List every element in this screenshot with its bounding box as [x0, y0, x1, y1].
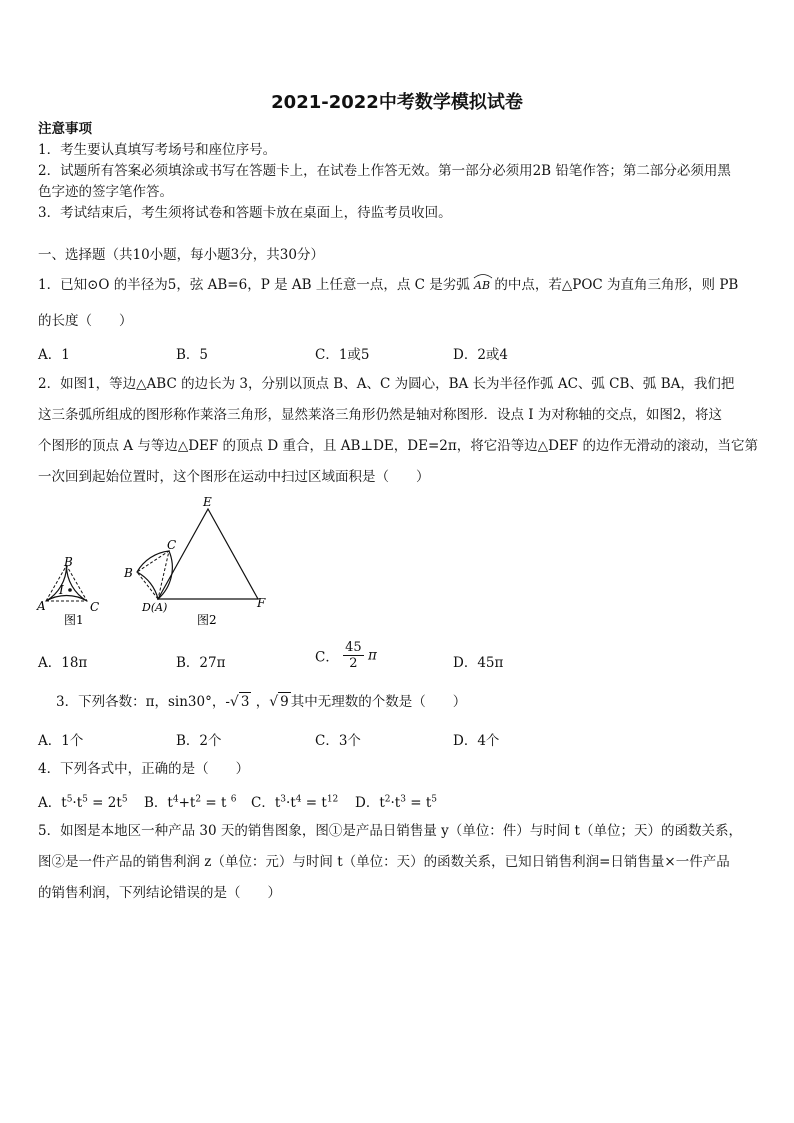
fig2-label-e: E [203, 495, 212, 509]
fig2-label-da: D(A) [142, 601, 168, 614]
center-point [68, 588, 72, 592]
fig2-label-b: B [124, 566, 133, 580]
q1-text-b: 的中点，若△POC 为直角三角形，则 PB [494, 277, 739, 293]
base: t [274, 795, 281, 811]
rhs: = 2t [87, 795, 122, 811]
q1-option-c[interactable]: C．1或5 [315, 347, 370, 363]
base: t [76, 795, 83, 811]
rhs: = t [301, 795, 327, 811]
option-label: C． [251, 795, 275, 811]
q2-option-a[interactable]: A．18π [38, 655, 88, 671]
q2-option-d[interactable]: D．45π [453, 655, 504, 671]
q2-figures [30, 495, 275, 635]
q2-option-c[interactable] [315, 640, 377, 671]
q3-mid: ， [255, 694, 270, 710]
option-label: D． [355, 795, 380, 811]
base: t [189, 795, 196, 811]
equilateral-triangle-def [158, 509, 258, 599]
question-3 [56, 692, 466, 711]
fig1-label-c: C [90, 600, 100, 614]
exponent: 2 [195, 794, 202, 805]
fraction-numerator: 45 [345, 640, 362, 655]
question-2-line-2: 这三条弧所组成的图形称作莱洛三角形，显然莱洛三角形仍然是轴对称图形．设点 I 为对称轴的交点，如图2，将这 [38, 407, 723, 423]
exponent: 5 [66, 794, 73, 805]
question-4-stem: 4．下列各式中，正确的是（ ） [38, 761, 250, 777]
sqrt-icon: √ [269, 694, 279, 710]
q3-option-a[interactable]: A．1个 [38, 733, 84, 749]
fraction-denominator: 2 [349, 656, 358, 671]
section-heading: 一、选择题（共10小题，每小题3分，共30分） [38, 247, 324, 263]
question-1-line-2: 的长度（ ） [38, 313, 133, 329]
q2-option-b[interactable]: B．27π [176, 655, 226, 671]
question-2-line-3: 个图形的顶点 A 与等边△DEF 的顶点 D 重合，且 AB⊥DE，DE=2π，将它沿等边△DEF 的边作无滑动的滚动，当它第 [38, 438, 758, 454]
q1-text-a: 1．已知⊙O 的半径为5，弦 AB=6，P 是 AB 上任意一点，点 C 是劣弧 [38, 277, 470, 293]
exponent: 2 [384, 794, 391, 805]
q2-option-c-label: C． [315, 649, 339, 666]
q1-option-a[interactable]: A．1 [38, 347, 70, 363]
question-2-line-1: 2．如图1，等边△ABC 的边长为 3，分别以顶点 B、A、C 为圆心，BA 长为半径作弧 AC、弧 CB、弧 BA，我们把 [38, 376, 735, 392]
exponent: 5 [121, 794, 128, 805]
base: t [394, 795, 401, 811]
exponent: 4 [295, 794, 302, 805]
notice-item-2-cont: 色字迹的签字笔作答。 [38, 184, 173, 200]
fig2-caption: 图2 [197, 613, 217, 627]
exponent: 4 [172, 794, 179, 805]
page-title: 2021-2022中考数学模拟试卷 [271, 92, 523, 113]
exponent: 3 [400, 794, 406, 805]
q2-option-c-pi: π [367, 647, 377, 664]
notice-item-1: 1．考生要认真填写考场号和座位序号。 [38, 142, 277, 158]
figure-1 [36, 555, 99, 627]
q3-option-d[interactable]: D．4个 [453, 733, 500, 749]
notice-item-3: 3．考试结束后，考生须将试卷和答题卡放在桌面上，待监考员收回。 [38, 205, 452, 221]
q1-option-d[interactable]: D．2或4 [453, 347, 509, 363]
q3-option-c[interactable]: C．3个 [315, 733, 361, 749]
fig1-caption: 图1 [64, 613, 84, 627]
base: t [167, 795, 173, 811]
question-1-line-1 [38, 276, 738, 295]
q1-arc-label: AB [474, 279, 491, 292]
reuleaux-triangle [46, 566, 87, 602]
q3-radicand-2: 9 [280, 694, 289, 710]
q4-option-b[interactable] [144, 791, 236, 811]
fig2-label-c: C [167, 538, 177, 552]
exponent: 3 [280, 794, 287, 805]
base: t [379, 795, 385, 811]
q3-suffix: 其中无理数的个数是（ ） [290, 694, 467, 710]
fig1-label-b: B [64, 555, 73, 569]
q4-option-a[interactable] [38, 791, 128, 811]
base: t [61, 795, 67, 811]
exponent: 5 [82, 794, 88, 805]
sqrt-icon: √ [229, 694, 239, 710]
reuleaux-triangle-rolled [137, 551, 172, 599]
operator: + [178, 795, 190, 811]
question-5-line-2: 图②是一件产品的销售利润 z（单位：元）与时间 t（单位：天）的函数关系，已知日销售利润=日销售量×一件产品 [38, 854, 730, 870]
operator: · [286, 795, 291, 811]
q1-option-b[interactable]: B．5 [176, 347, 209, 363]
q4-option-c[interactable] [251, 791, 338, 811]
figure-2 [123, 495, 266, 627]
question-2-line-4: 一次回到起始位置时，这个图形在运动中扫过区域面积是（ ） [38, 469, 430, 485]
exponent: 12 [326, 794, 339, 805]
q3-prefix: 3．下列各数：π，sin30°，- [56, 694, 230, 710]
question-5-line-1: 5．如图是本地区一种产品 30 天的销售图象，图①是产品日销售量 y（单位：件）与时间 t（单位；天）的函数关系， [38, 823, 742, 839]
rhs: = t [201, 795, 231, 811]
arc-icon [473, 273, 493, 279]
question-5-line-3: 的销售利润，下列结论错误的是（ ） [38, 885, 281, 901]
q3-option-b[interactable]: B．2个 [176, 733, 222, 749]
option-label: A． [38, 795, 62, 811]
base: t [290, 795, 296, 811]
fig2-label-f: F [257, 596, 266, 610]
q4-option-d[interactable] [355, 791, 437, 811]
notice-item-2: 2．试题所有答案必须填涂或书写在答题卡上，在试卷上作答无效。第一部分必须用2B 铅笔作答；第二部分必须用黑 [38, 163, 731, 179]
rhs: = t [405, 795, 432, 811]
q3-radicand-1: 3 [240, 694, 250, 710]
notice-heading: 注意事项 [38, 121, 92, 137]
q1-arc [474, 277, 490, 295]
exponent: 6 [230, 794, 237, 805]
operator: · [390, 795, 395, 811]
exponent: 5 [431, 794, 438, 805]
operator: · [72, 795, 77, 811]
q2-option-c-fraction [343, 640, 364, 671]
fig1-label-a: A [37, 599, 46, 613]
fig1-label-i: I [59, 583, 64, 597]
option-label: B． [144, 795, 168, 811]
